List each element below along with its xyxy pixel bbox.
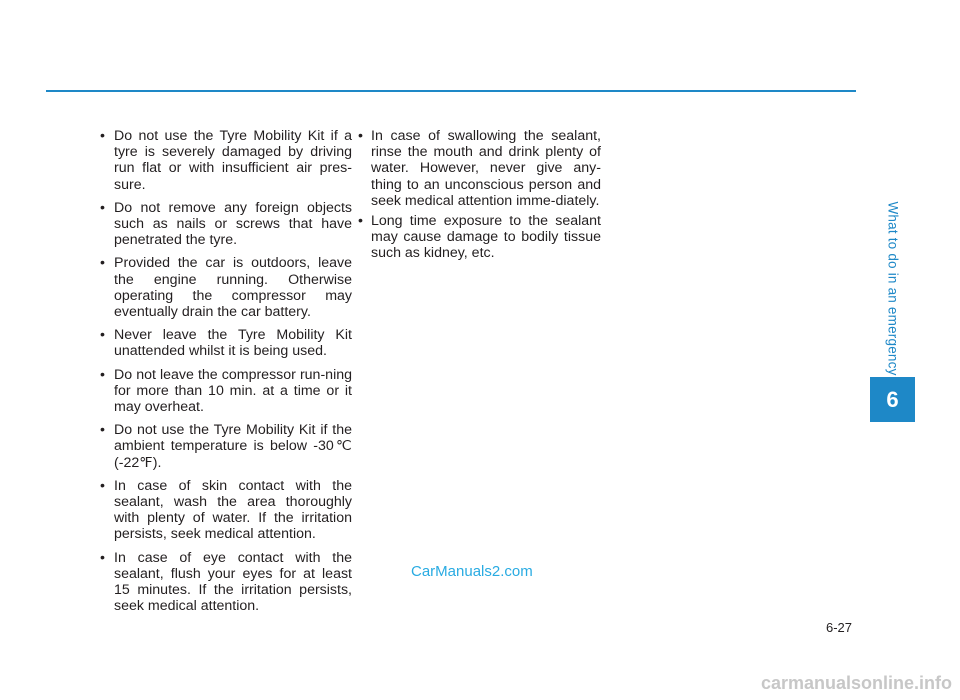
warning-item: • Do not use the Tyre Mobility Kit if a tyre is severely damaged by driving run flat or with insufficient air pres-sure. <box>100 128 352 193</box>
warning-item: • Provided the car is outdoors, leave the engine running. Otherwise operating the compressor may eventually drain the car battery. <box>100 255 352 321</box>
warning-item: • In case of eye contact with the sealant, flush your eyes for at least 15 minutes. If the irritation persists, seek medical attention. <box>100 549 352 615</box>
watermark-link[interactable]: CarManuals2.com <box>411 563 533 580</box>
warning-item: • Do not remove any foreign objects such as nails or screws that have penetrated the tyre. <box>100 199 352 249</box>
bullet-icon: • <box>100 255 105 272</box>
warning-item: • Do not use the Tyre Mobility Kit if the ambient temperature is below -30℃ (-22℉). <box>100 422 352 471</box>
warning-item: • Never leave the Tyre Mobility Kit unattended whilst it is being used. <box>100 327 352 360</box>
warning-item: • In case of skin contact with the sealant, wash the area thoroughly with plenty of water. If the irritation persists, seek medical attention. <box>100 477 352 543</box>
left-column <box>86 128 352 621</box>
bullet-icon: • <box>100 477 105 494</box>
bullet-icon: • <box>358 213 363 230</box>
header-rule <box>46 90 856 92</box>
right-column <box>357 128 601 266</box>
section-title: What to do in an emergency <box>885 200 901 376</box>
chapter-tab <box>870 377 915 422</box>
warning-item: • In case of swallowing the sealant, rinse the mouth and drink plenty of water. However, never give any-thing to an unconscious person and seek medical attention imme-diately. <box>358 128 601 209</box>
bullet-icon: • <box>100 327 105 344</box>
bullet-icon: • <box>100 366 105 383</box>
page-number: 6-27 <box>826 620 853 635</box>
bullet-icon: • <box>100 422 105 439</box>
bullet-icon: • <box>358 128 363 144</box>
warning-item: • Long time exposure to the sealant may cause damage to bodily tissue such as kidney, etc. <box>358 213 601 262</box>
bullet-icon: • <box>100 128 105 144</box>
warning-item: • Do not leave the compressor run-ning for more than 10 min. at a time or it may overheat. <box>100 366 352 416</box>
bullet-icon: • <box>100 549 105 566</box>
bullet-icon: • <box>100 199 105 216</box>
chapter-number: 6 <box>886 386 899 412</box>
footer-site-watermark: carmanualsonline.info <box>760 673 952 693</box>
